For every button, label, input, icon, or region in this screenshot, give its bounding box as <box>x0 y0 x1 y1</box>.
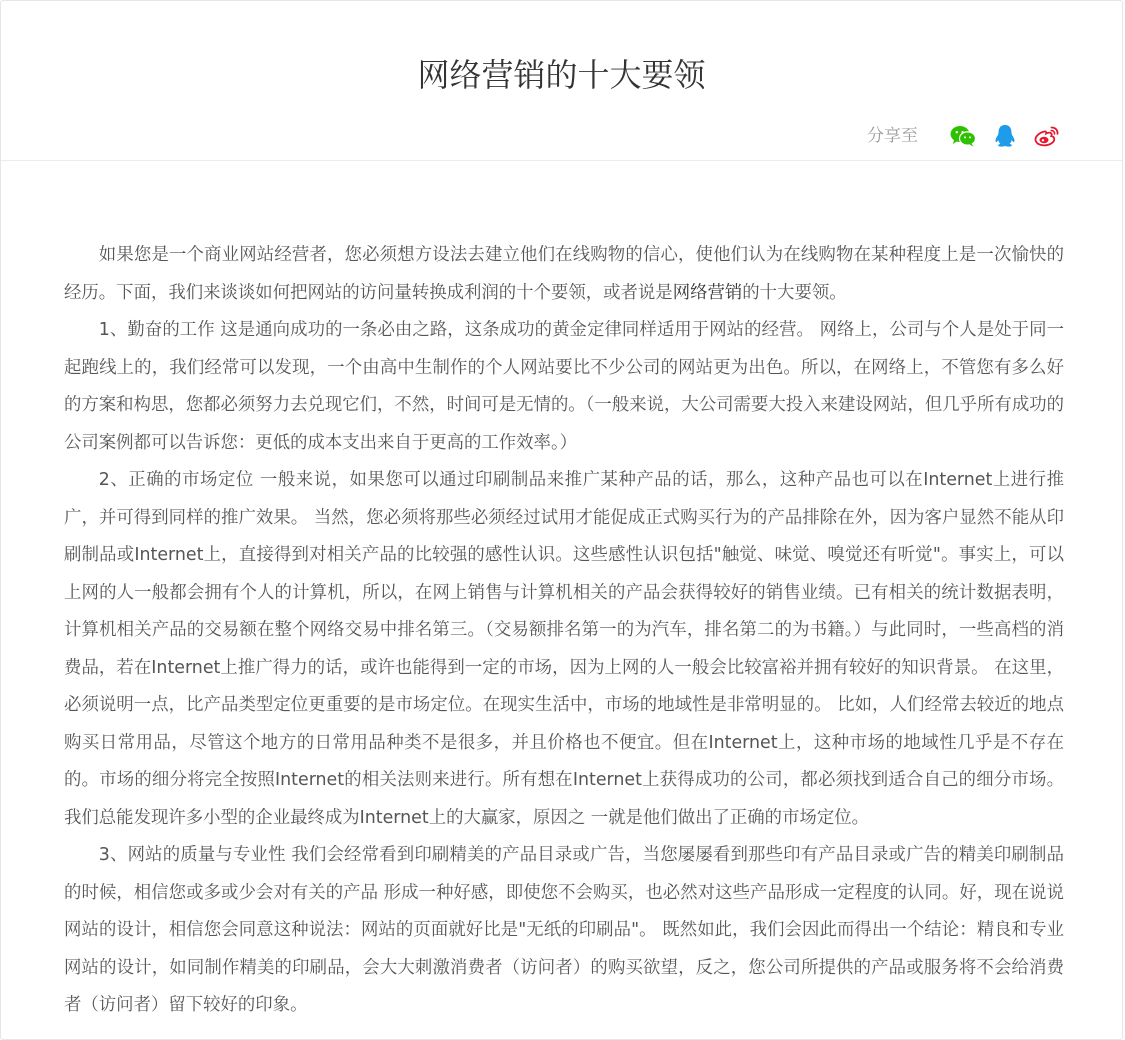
article-header <box>1 1 1122 161</box>
weibo-icon[interactable] <box>1034 123 1060 149</box>
paragraph-intro <box>64 237 1064 312</box>
article-body <box>64 237 1064 1025</box>
qq-icon[interactable] <box>992 123 1018 149</box>
paragraph-1: 1、勤奋的工作 这是通向成功的一条必由之路，这条成功的黄金定律同样适用于网站的经营。 网络上，公司与个人是处于同一起跑线上的，我们经常可以发现，一个由高中生制作的个人网站要比不少公司的网站更为出色。所以，在网络上，不管您有多么好的方案和构思，您都必须努力去兑现它们，不然，时间可是无情的。（一般来说，大公司需要大投入来建设网站，但几乎所有成功的公司案例都可以告诉您：更低的成本支出来自于更高的工作效率。） <box>64 320 1064 453</box>
wechat-icon[interactable] <box>950 123 976 149</box>
paragraph-3: 3、网站的质量与专业性 我们会经常看到印刷精美的产品目录或广告，当您屡屡看到那些印有产品目录或广告的精美印刷制品的时候，相信您或多或少会对有关的产品 形成一种好感，即使您不会购买，也必然对这些产品形成一定程度的认同。好，现在说说网站的设计，相信您会同意这种说法：网站的页面就好比是"无纸的印刷品"。 既然如此，我们会因此而得出一个结论：精良和专业网站的设计，如同制作精美的印刷品，会大大刺激消费者（访问者）的购买欲望，反之，您公司所提供的产品或服务将不会给消费者（访问者）留下较好的印象。 <box>64 845 1064 1015</box>
internet-marketing-link[interactable]: 网络营销 <box>672 282 743 303</box>
share-bar <box>867 121 1060 151</box>
share-label: 分享至 <box>867 126 918 146</box>
paragraph-2: 2、正确的市场定位 一般来说，如果您可以通过印刷制品来推广某种产品的话，那么，这种产品也可以在Internet上进行推广，并可得到同样的推广效果。 当然，您必须将那些必须经过试用才能促成正式购买行为的产品排除在外，因为客户显然不能从印刷制品或Internet上，直接得到对相关产品的比较强的感性认识。这些感性认识包括"触觉、味觉、嗅觉还有听觉"。事实上，可以上网的人一般都会拥有个人的计算机，所以，在网上销售与计算机相关的产品会获得较好的销售业绩。已有相关的统计数据表明，计算机相关产品的交易额在整个网络交易中排名第三。（交易额排名第一的为汽车，排名第二的为书籍。）与此同时，一些高档的消费品，若在Internet上推广得力的话，或许也能得到一定的市场，因为上网的人一般会比较富裕并拥有较好的知识背景。 在这里，必须说明一点，比产品类型定位更重要的是市场定位。在现实生活中，市场的地域性是非常明显的。 比如，人们经常去较近的地点购买日常用品，尽管这个地方的日常用品种类不是很多，并且价格也不便宜。但在Internet上，这种市场的地域性几乎是不存在的。市场的细分将完全按照Internet的相关法则来进行。所有想在Internet上获得成功的公司，都必须找到适合自己的细分市场。我们总能发现许多小型的企业最终成为Internet上的大赢家，原因之 一就是他们做出了正确的市场定位。 <box>64 470 1064 828</box>
paragraph-text: 的十大要领。 <box>742 282 847 303</box>
page-title: 网络营销的十大要领 <box>417 56 706 94</box>
paragraph-text: 如果您是一个商业网站经营者，您必须想方设法去建立他们在线购物的信心，使他们认为在线购物在某种程度上是一次愉快的经历。下面，我们来谈谈如何把网站的访问量转换成利润的十个要领，或者说是 <box>64 245 1064 303</box>
